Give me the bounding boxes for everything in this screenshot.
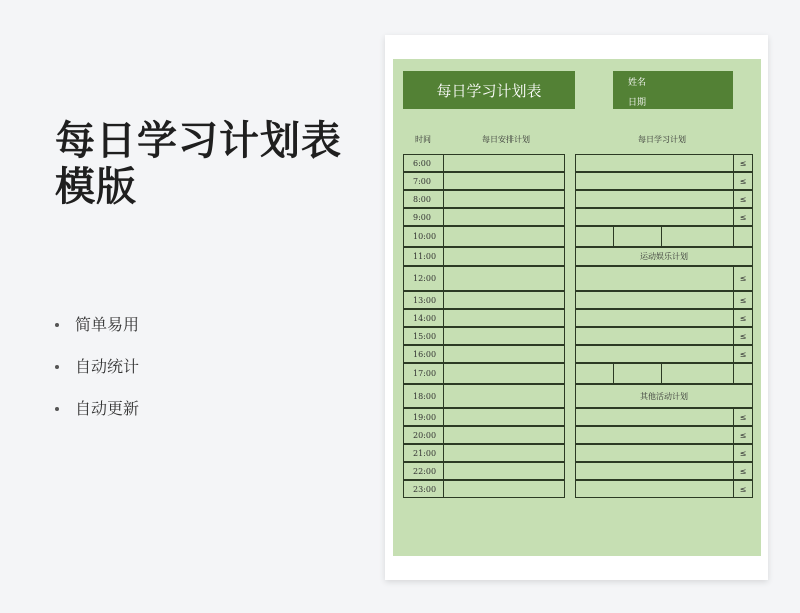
schedule-entry-cell [443,226,565,247]
plan-entry-cell [575,327,734,345]
plan-entry-cell [575,345,734,363]
plan-entry-cell [575,172,734,190]
plan-sub-cell [613,363,662,384]
schedule-entry-cell [443,327,565,345]
checkbox-cell: ≤ [733,345,753,363]
schedule-column-header: 每日安排计划 [482,135,530,144]
schedule-entry-cell [443,345,565,363]
plan-sub-cell [733,363,753,384]
plan-entry-cell [575,291,734,309]
plan-sub-cell [733,226,753,247]
time-slot-cell: 8:00 [403,190,444,208]
checkbox-cell: ≤ [733,208,753,226]
plan-sub-cell [661,226,734,247]
section-label-cell: 其他活动计划 [575,384,753,408]
feature-item: 自动统计 [55,356,139,398]
time-slot-cell: 18:00 [403,384,444,408]
checkbox-cell: ≤ [733,154,753,172]
checkbox-cell: ≤ [733,408,753,426]
plan-entry-cell [575,208,734,226]
page-title-line-1: 每日学习计划表 [55,118,342,164]
time-slot-cell: 19:00 [403,408,444,426]
plan-entry-cell [575,266,734,291]
plan-entry-cell [575,444,734,462]
section-label-cell: 运动娱乐计划 [575,247,753,266]
feature-item: 自动更新 [55,398,139,440]
time-slot-cell: 15:00 [403,327,444,345]
schedule-entry-cell [443,408,565,426]
plan-entry-cell [575,426,734,444]
checkbox-cell: ≤ [733,426,753,444]
date-label: 日期 [628,98,647,108]
feature-item: 简单易用 [55,314,139,356]
template-preview-page [385,35,768,580]
time-slot-cell: 21:00 [403,444,444,462]
time-column-header: 时间 [415,135,431,144]
schedule-entry-cell [443,172,565,190]
schedule-entry-cell [443,291,565,309]
plan-entry-cell [575,190,734,208]
name-date-box [613,71,733,109]
checkbox-cell: ≤ [733,444,753,462]
checkbox-cell: ≤ [733,172,753,190]
time-slot-cell: 16:00 [403,345,444,363]
plan-sub-cell [613,226,662,247]
plan-sub-cell [575,363,614,384]
time-slot-cell: 13:00 [403,291,444,309]
checkbox-cell: ≤ [733,266,753,291]
time-slot-cell: 6:00 [403,154,444,172]
checkbox-cell: ≤ [733,480,753,498]
time-slot-cell: 22:00 [403,462,444,480]
time-slot-cell: 23:00 [403,480,444,498]
page-title-line-2: 模版 [55,164,137,210]
schedule-entry-cell [443,266,565,291]
schedule-entry-cell [443,154,565,172]
plan-sub-cell [661,363,734,384]
plan-sub-cell [575,226,614,247]
schedule-entry-cell [443,247,565,266]
page-title [55,118,342,210]
schedule-entry-cell [443,363,565,384]
schedule-entry-cell [443,208,565,226]
time-slot-cell: 7:00 [403,172,444,190]
plan-entry-cell [575,154,734,172]
checkbox-cell: ≤ [733,309,753,327]
schedule-entry-cell [443,426,565,444]
checkbox-cell: ≤ [733,190,753,208]
study-plan-sheet [393,59,761,556]
time-slot-cell: 11:00 [403,247,444,266]
checkbox-cell: ≤ [733,462,753,480]
time-slot-cell: 20:00 [403,426,444,444]
sheet-title: 每日学习计划表 [403,71,575,109]
plan-entry-cell [575,309,734,327]
time-slot-cell: 12:00 [403,266,444,291]
feature-list [55,314,139,440]
plan-entry-cell [575,408,734,426]
schedule-entry-cell [443,462,565,480]
plan-entry-cell [575,462,734,480]
checkbox-cell: ≤ [733,291,753,309]
time-slot-cell: 14:00 [403,309,444,327]
time-slot-cell: 10:00 [403,226,444,247]
name-label: 姓名 [628,78,647,88]
schedule-entry-cell [443,444,565,462]
plan-entry-cell [575,480,734,498]
schedule-entry-cell [443,190,565,208]
time-slot-cell: 17:00 [403,363,444,384]
time-slot-cell: 9:00 [403,208,444,226]
study-plan-column-header: 每日学习计划 [638,135,686,144]
schedule-entry-cell [443,384,565,408]
schedule-entry-cell [443,309,565,327]
schedule-entry-cell [443,480,565,498]
checkbox-cell: ≤ [733,327,753,345]
